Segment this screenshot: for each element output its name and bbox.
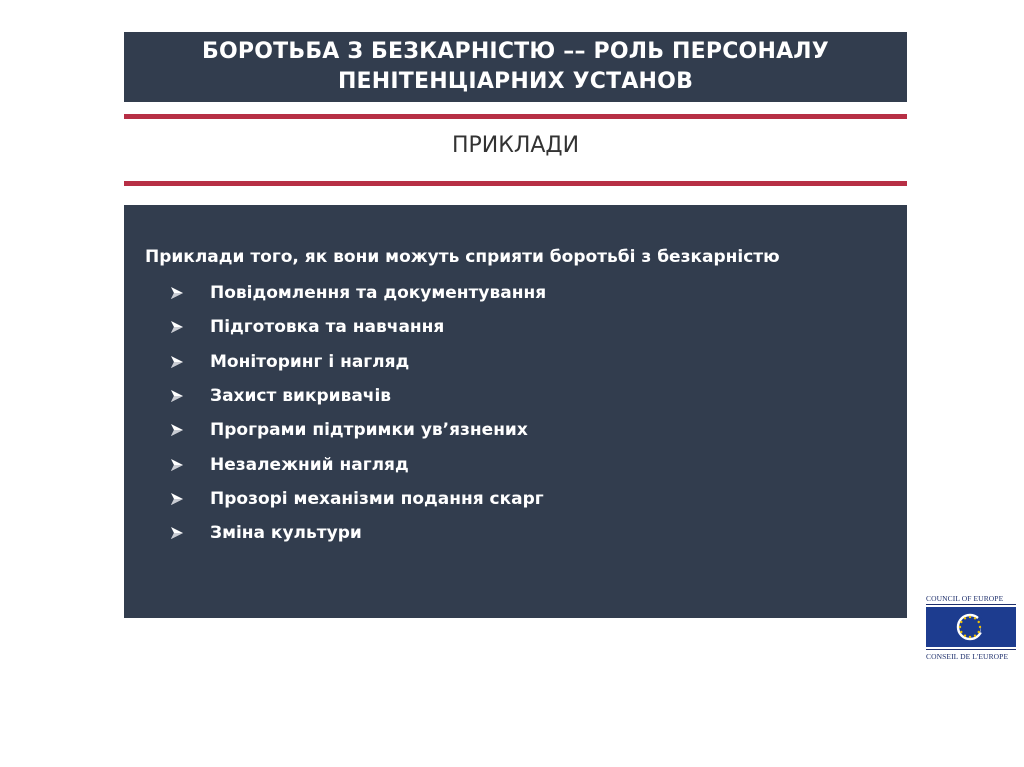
list-item [170,379,887,413]
list-item [170,516,887,550]
examples-list [145,276,887,550]
arrowhead-bullet-icon [170,423,210,437]
arrowhead-bullet-icon [170,492,210,506]
council-of-europe-logo [926,594,1016,660]
arrowhead-bullet-icon [170,286,210,300]
council-emblem-icon [926,607,1016,647]
accent-divider-bottom [124,181,907,186]
arrowhead-bullet-icon [170,526,210,540]
slide-title-line-1: БОРОТЬБА З БЕЗКАРНІСТЮ –– РОЛЬ ПЕРСОНАЛУ [202,39,829,64]
list-item [170,482,887,516]
list-item-label: Прозорі механізми подання скарг [210,488,544,509]
logo-text-english: COUNCIL OF EUROPE [926,594,1004,603]
list-item [170,345,887,379]
list-item [170,447,887,481]
arrowhead-bullet-icon [170,355,210,369]
intro-text: Приклади того, як вони можуть сприяти боротьбі з безкарністю [145,247,780,267]
logo-rule [926,604,1016,605]
list-item [170,413,887,447]
list-item-label: Зміна культури [210,523,362,544]
arrowhead-bullet-icon [170,320,210,334]
arrowhead-bullet-icon [170,458,210,472]
list-item-label: Незалежний нагляд [210,454,409,475]
logo-rule [926,649,1016,650]
list-item-label: Моніторинг і нагляд [210,351,410,372]
slide-title-line-2: ПЕНІТЕНЦІАРНИХ УСТАНОВ [337,69,694,94]
arrowhead-bullet-icon [170,389,210,403]
slide-title-box [124,32,907,102]
content-panel [124,205,907,618]
list-item-label: Захист викривачів [210,386,392,407]
list-item [170,276,887,310]
accent-divider-top [124,114,907,119]
list-item-label: Підготовка та навчання [210,317,445,338]
section-subtitle: ПРИКЛАДИ [451,133,580,158]
list-item-label: Повідомлення та документування [210,283,547,304]
list-item-label: Програми підтримки ув’язнених [210,420,528,441]
logo-text-french: CONSEIL DE L'EUROPE [926,652,1009,661]
list-item [170,310,887,344]
